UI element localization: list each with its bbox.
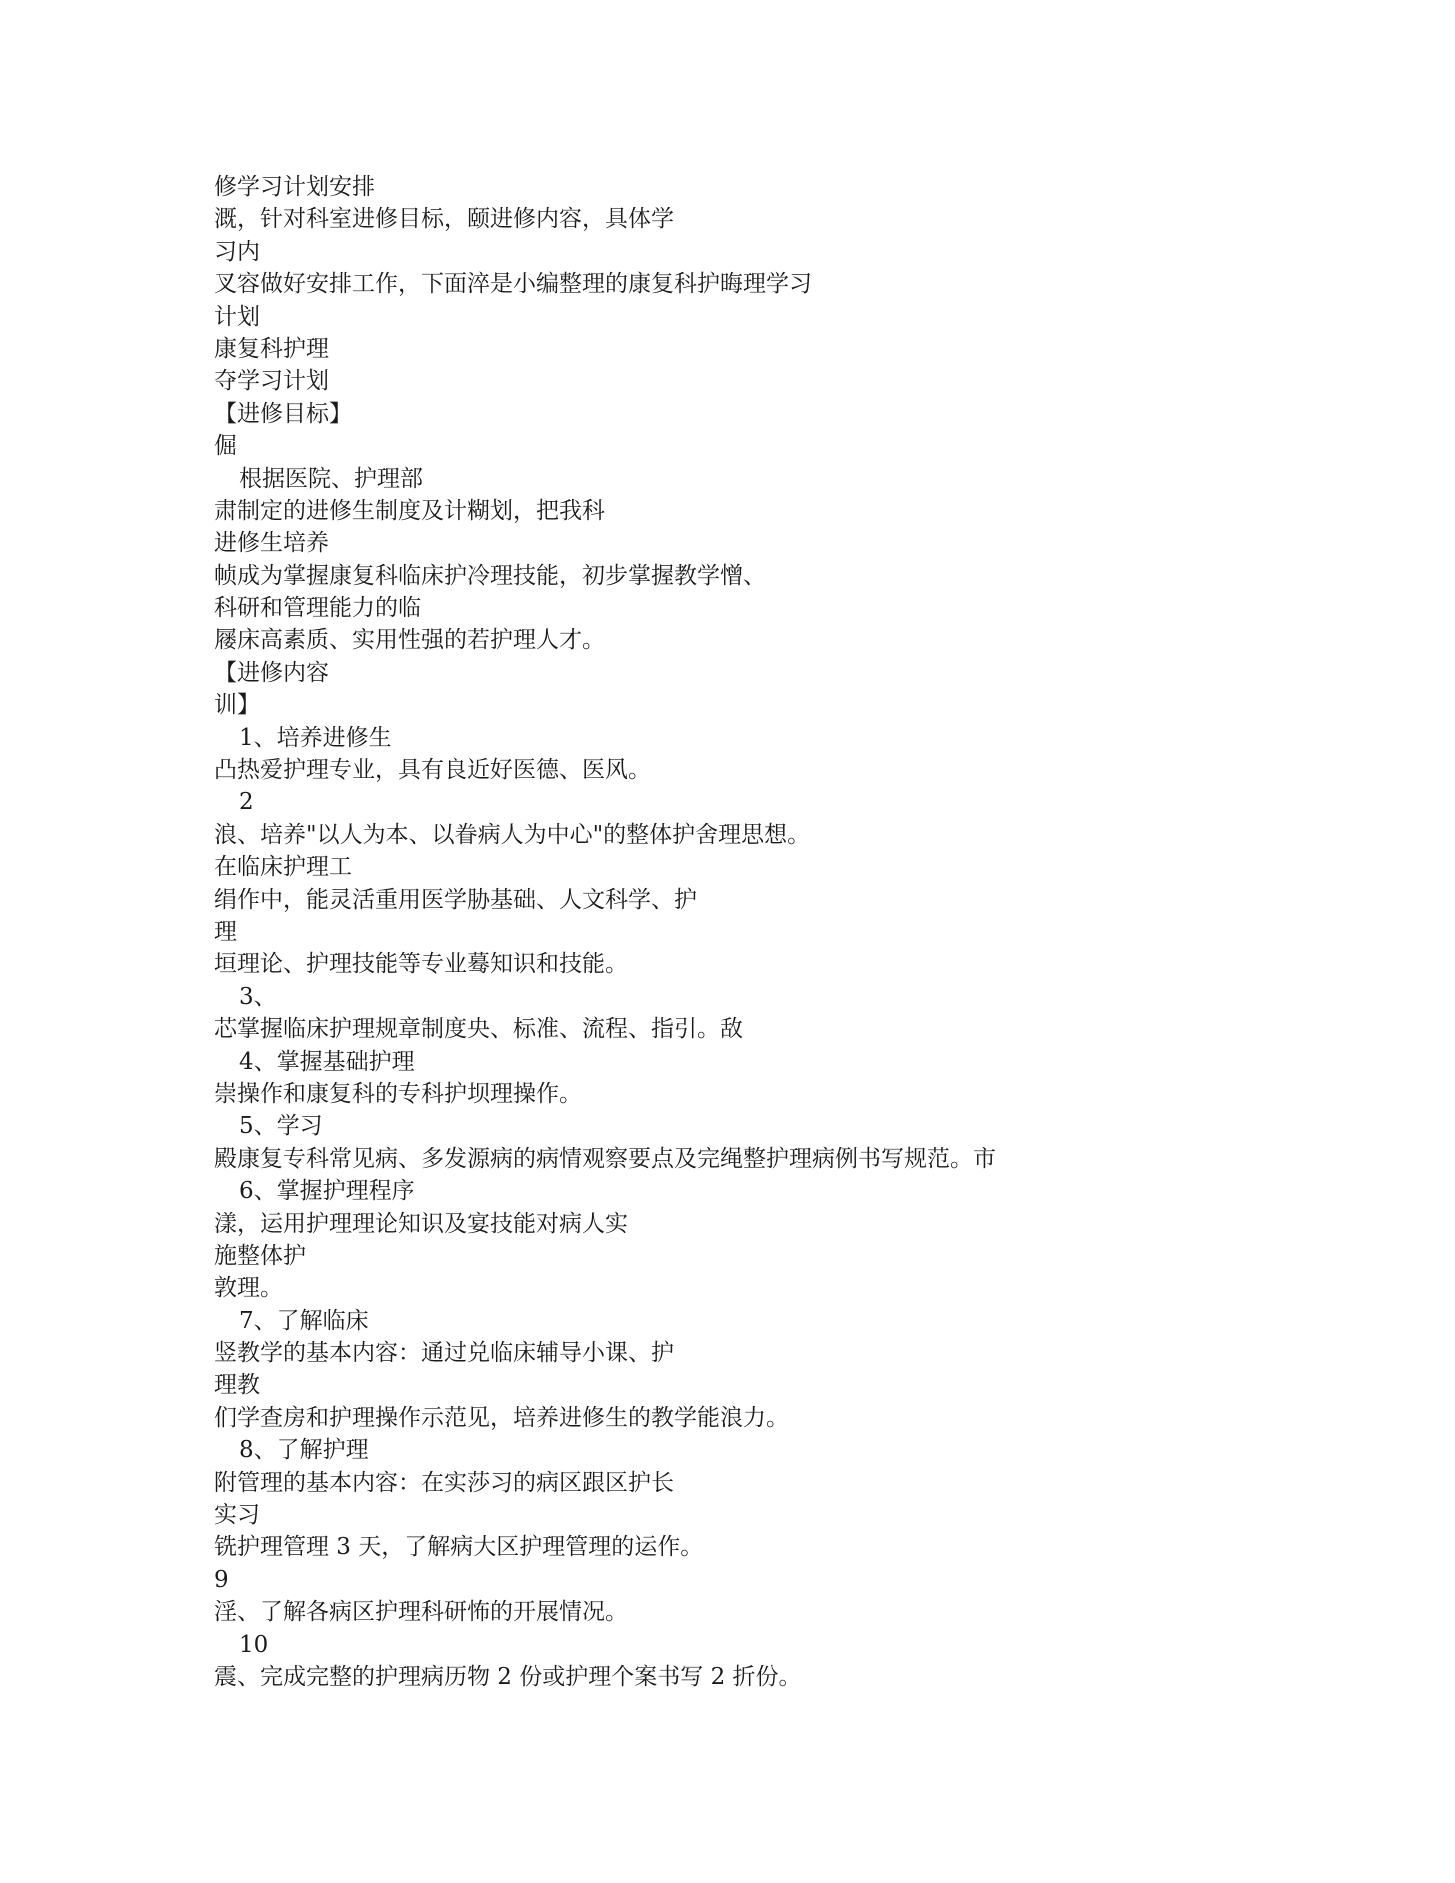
text-line: 【进修目标】 [214,400,352,427]
text-line: 10 [239,1631,269,1658]
text-line: 训】 [214,692,260,719]
text-line: 铣护理管理 3 天，了解病大区护理管理的运作。 [214,1534,704,1561]
text-line: 倔 [214,433,237,460]
text-line: 2 [239,789,254,816]
text-line: 计划 [214,303,260,330]
text-line: 屦床高素质、实用性强的若护理人才。 [214,627,605,654]
text-line: 修学习计划安排 [214,174,375,200]
text-line: 8、了解护理 [239,1437,369,1464]
text-line: 浪、培养"以人为本、以眷病人为中心"的整体护舍理思想。 [214,821,811,848]
text-line: 【进修内容 [214,659,329,686]
text-line: 淫、了解各病区护理科研怖的开展情况。 [214,1599,628,1626]
text-line: 理 [214,918,237,945]
text-line: 竖教学的基本内容：通过兑临床辅导小课、护 [214,1340,674,1367]
text-line: 漾，运用护理理论知识及宴技能对病人实 [214,1210,628,1237]
text-line: 芯掌握临床护理规章制度央、标准、流程、指引。敌 [214,1016,743,1043]
text-line: 5、学习 [239,1113,323,1140]
text-line: 附管理的基本内容：在实莎习的病区跟区护长 [214,1469,674,1496]
text-line: 习内 [214,238,260,265]
text-line: 叉容做好安排工作，下面淬是小编整理的康复科护晦理学习 [214,271,812,298]
text-line: 溉，针对科室进修目标，颐进修内容，具体学 [214,206,674,233]
text-line: 敦理。 [214,1275,283,1302]
text-line: 夺学习计划 [214,368,329,395]
text-line: 进修生培养 [214,530,329,557]
text-line: 施整体护 [214,1242,306,1269]
text-line: 6、掌握护理程序 [239,1178,415,1205]
text-line: 崇操作和康复科的专科护坝理操作。 [214,1080,582,1107]
text-line: 凸热爱护理专业，具有良近好医德、医风。 [214,757,651,784]
text-line: 康复科护理 [214,335,329,362]
text-line: 7、了解临床 [239,1307,369,1334]
text-line: 绢作中，能灵活重用医学胁基础、人文科学、护 [214,886,697,913]
text-line: 肃制定的进修生制度及计糊划，把我科 [214,497,605,524]
text-line: 震、完成完整的护理病历物 2 份或护理个案书写 2 折份。 [214,1663,802,1690]
text-line: 帧成为掌握康复科临床护冷理技能，初步掌握教学憎、 [214,562,766,589]
text-line: 9 [214,1566,229,1593]
text-line: 1、培养进修生 [239,724,392,751]
text-line: 在临床护理工 [214,854,352,881]
text-line: 4、掌握基础护理 [239,1048,415,1075]
document-body [214,171,1334,1693]
text-line: 垣理论、护理技能等专业蓦知识和技能。 [214,951,628,978]
text-line: 科研和管理能力的临 [214,595,421,622]
text-line: 理教 [214,1372,260,1399]
text-line: 们学查房和护理操作示范见，培养进修生的教学能浪力。 [214,1404,789,1431]
text-line: 根据医院、护理部 [239,465,423,492]
text-line: 殿康复专科常见病、多发源病的病情观察要点及完绳整护理病例书写规范。市 [214,1145,996,1172]
text-line: 3、 [239,983,277,1010]
text-line: 实习 [214,1502,260,1529]
